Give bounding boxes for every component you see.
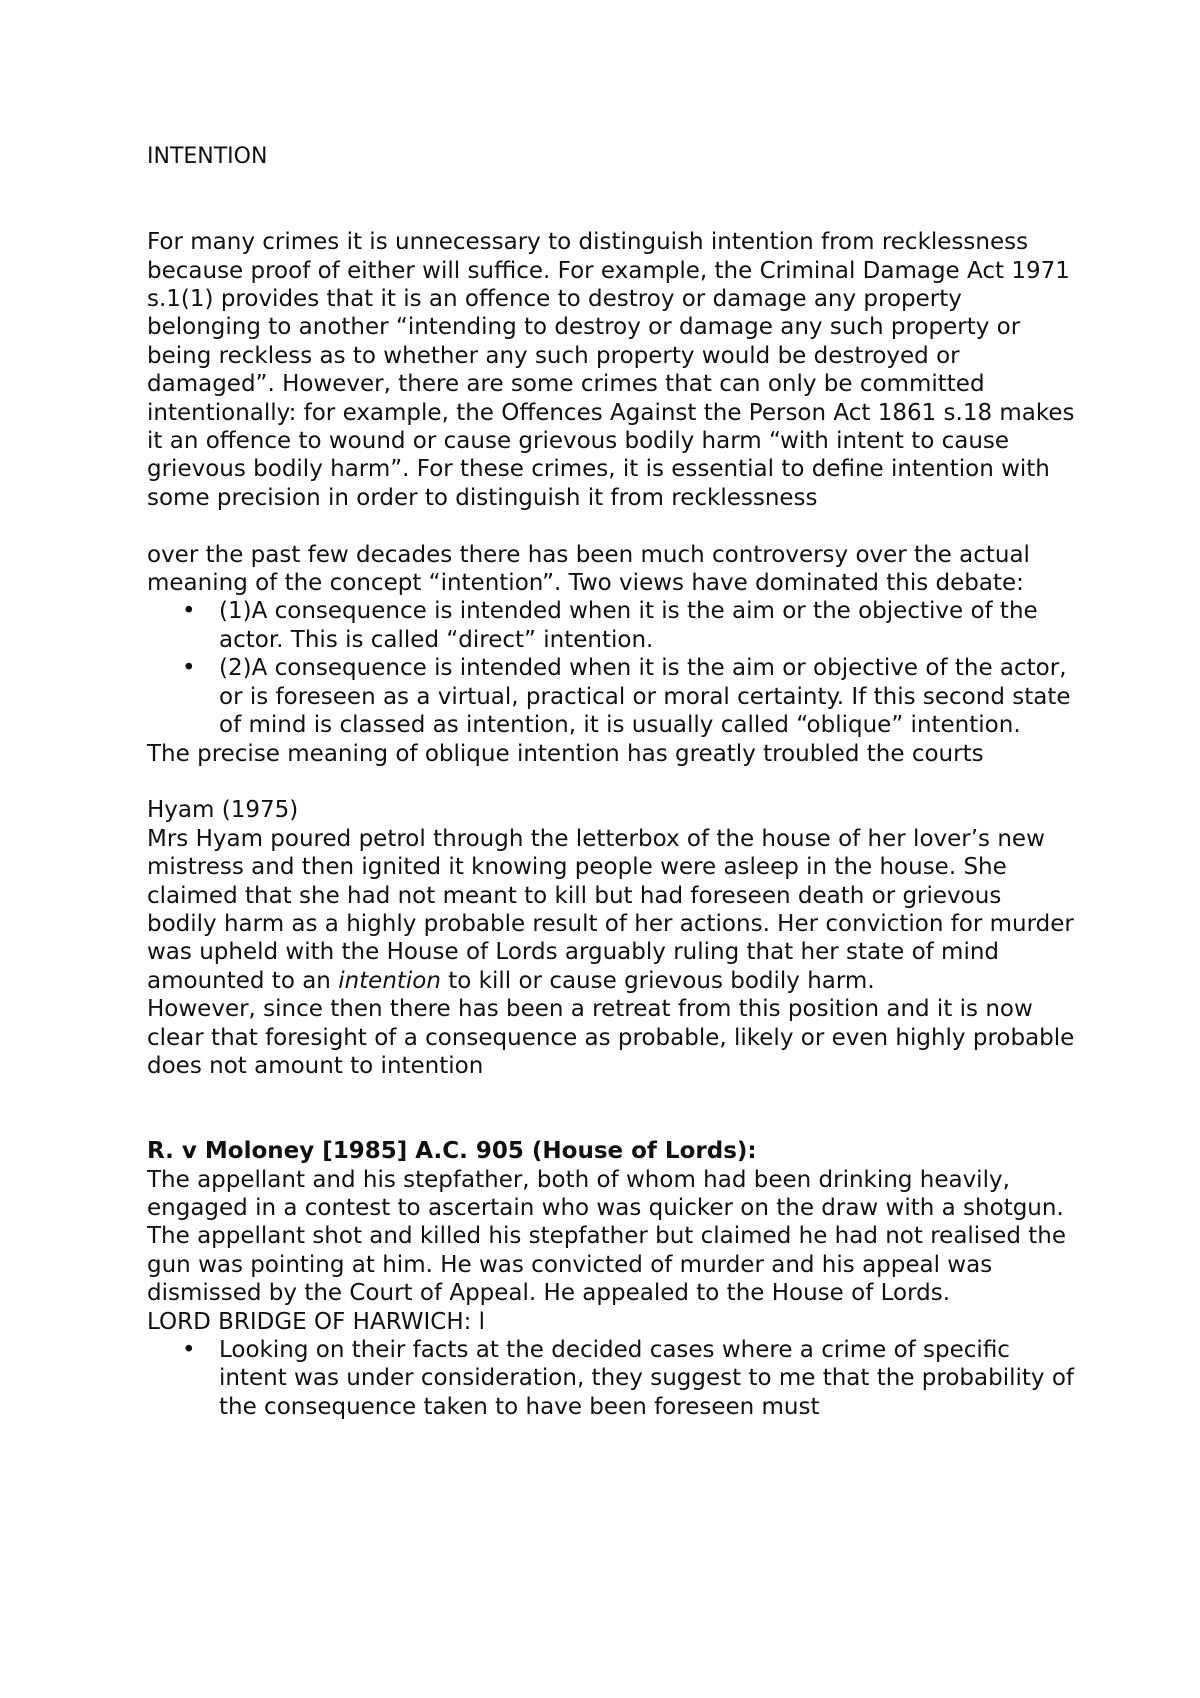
intention-views-list xyxy=(147,597,1077,739)
controversy-paragraph: over the past few decades there has been much controversy over the actual meaning of the concept “intention”. Two views have dominated this debate: xyxy=(147,541,1030,597)
section-spacer xyxy=(147,1080,1077,1137)
bullet-icon: • xyxy=(182,655,196,682)
list-item xyxy=(182,597,1077,654)
document-title: INTENTION xyxy=(147,144,268,169)
hyam-text-after: to kill or cause grievous bodily harm. xyxy=(440,967,875,994)
bullet-icon: • xyxy=(182,598,196,625)
paragraph-spacer xyxy=(147,512,1077,540)
judgment-quote: Looking on their facts at the decided cases where a crime of specific intent was under consideration, they suggest to me that the probability of the consequence taken to have been foreseen must xyxy=(219,1337,1074,1420)
hyam-facts xyxy=(147,825,1077,995)
retreat-paragraph: However, since then there has been a retreat from this position and it is now clear that foresight of a consequence as probable, likely or even highly probable does not amount to intention xyxy=(147,996,1075,1079)
hyam-heading: Hyam (1975) xyxy=(147,797,299,824)
oblique-paragraph: The precise meaning of oblique intention has greatly troubled the courts xyxy=(147,740,984,767)
intro-paragraph: For many crimes it is unnecessary to distinguish intention from recklessness because proof of either will suffice. For example, the Criminal Damage Act 1971 s.1(1) provides that it is an offence to destroy or damage any property belonging to another “intending to destroy or damage any such property or being reckless as to whether any such property would be destroyed or damaged”. However, there are some crimes that can only be committed intentionally: for example, the Offences Against the Person Act 1861 s.18 makes it an offence to wound or cause grievous bodily harm “with intent to cause grievous bodily harm”. For these crimes, it is essential to define intention with some precision in order to distinguish it from recklessness xyxy=(147,229,1075,511)
judgment-quote-list xyxy=(147,1336,1077,1421)
view-oblique-intention: (2)A consequence is intended when it is the aim or objective of the actor, or is foreseen as a virtual, practical or moral certainty. If this second state of mind is classed as intention, it is usually called “oblique” intention. xyxy=(219,655,1071,739)
list-item xyxy=(182,654,1077,739)
moloney-heading: R. v Moloney [1985] A.C. 905 (House of Lords): xyxy=(147,1138,757,1165)
judge-name: LORD BRIDGE OF HARWICH: l xyxy=(147,1308,486,1335)
view-direct-intention: (1)A consequence is intended when it is the aim or the objective of the actor. This is called “direct” intention. xyxy=(219,598,1038,653)
paragraph-spacer xyxy=(147,768,1077,796)
moloney-facts: The appellant and his stepfather, both of whom had been drinking heavily, engaged in a contest to ascertain who was quicker on the draw with a shotgun. The appellant shot and killed his stepfather but claimed he had not realised the gun was pointing at him. He was convicted of murder and his appeal was dismissed by the Court of Appeal. He appealed to the House of Lords. xyxy=(147,1166,1066,1307)
hyam-italic-term: intention xyxy=(338,967,441,994)
hyam-text-before: Mrs Hyam poured petrol through the letterbox of the house of her lover’s new mistress and then ignited it knowing people were asleep in the house. She claimed that she had not meant to kill but had foreseen death or grievous bodily harm as a highly probable result of her actions. Her conviction for murder was upheld with the House of Lords arguably ruling that her state of mind amounted to an xyxy=(147,825,1074,994)
bullet-icon: • xyxy=(182,1337,196,1363)
document-body xyxy=(147,143,1077,1421)
list-item xyxy=(182,1336,1077,1421)
